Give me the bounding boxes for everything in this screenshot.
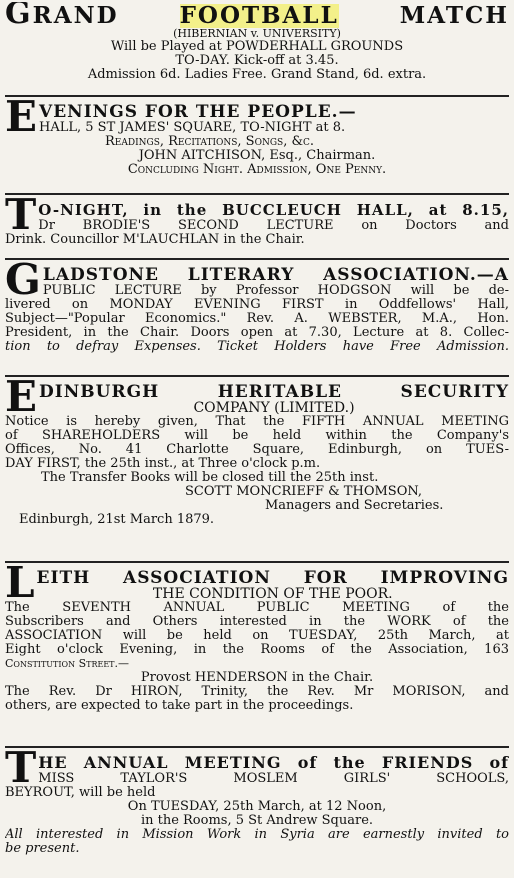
gladstone-line-5: tion to defray Expenses. Ticket Holders have Free Admission.: [5, 339, 509, 354]
leith-line-5: Constitution Street.—: [5, 657, 129, 670]
gladstone-title: LADSTONE LITERARY ASSOCIATION.—A: [42, 265, 509, 285]
taylor-line-3: On TUESDAY, 25th March, at 12 Noon,: [127, 799, 387, 814]
taylor-line-5: All interested in Mission Work in Syria are earnestly invited to: [5, 827, 509, 842]
gladstone-line-4: President, in the Chair. Doors open at 7.30, Lecture at 8. Collec-: [5, 325, 509, 340]
edinburgh-title: DINBURGH HERITABLE SECURITY: [39, 382, 509, 402]
leith-line-2: Subscribers and Others interested in the WORK of the: [5, 614, 509, 629]
leith-line-7: The Rev. Dr HIRON, Trinity, the Rev. Mr MORISON, and: [5, 684, 509, 699]
divider: [5, 258, 509, 260]
evenings-admission: Concluding Night. Admission, One Penny.: [127, 162, 387, 177]
taylor-line-1: MISS TAYLOR'S MOSLEM GIRLS' SCHOOLS,: [38, 771, 509, 786]
edinburgh-signatories: SCOTT MONCRIEFF & THOMSON,: [185, 484, 423, 499]
drop-cap: L: [5, 565, 35, 607]
drop-cap: T: [5, 750, 37, 792]
football-teams: (HIBERNIAN v. UNIVERSITY): [173, 27, 341, 40]
divider: [5, 375, 509, 377]
newspaper-column: [5, 2, 509, 874]
football-admission: Admission 6d. Ladies Free. Grand Stand, 6d. extra.: [87, 67, 427, 82]
leith-line-4: Eight o'clock Evening, in the Rooms of the Association, 163: [5, 642, 509, 657]
edinburgh-company: COMPANY (LIMITED.): [193, 400, 355, 416]
edinburgh-line-3: Offices, No. 41 Charlotte Square, Edinburgh, on TUES-: [5, 442, 509, 457]
evenings-programme: Readings, Recitations, Songs, &c.: [105, 134, 315, 149]
evenings-title: VENINGS FOR THE PEOPLE.—: [39, 102, 357, 122]
taylor-line-2: BEYROUT, will be held: [5, 785, 156, 800]
evenings-hall: HALL, 5 ST JAMES' SQUARE, TO-NIGHT at 8.: [39, 120, 346, 135]
drop-cap: G: [5, 2, 33, 31]
edinburgh-line-1: Notice is hereby given, That the FIFTH ANNUAL MEETING: [5, 414, 509, 429]
leith-line-1: The SEVENTH ANNUAL PUBLIC MEETING of the: [5, 600, 509, 615]
football-title-grand: RAND: [32, 2, 119, 29]
edinburgh-heritable-ad: [5, 379, 509, 558]
taylor-schools-ad: [5, 750, 509, 872]
taylor-title: HE ANNUAL MEETING of the FRIENDS of: [38, 753, 509, 772]
drop-cap: G: [5, 262, 41, 304]
taylor-line-6: be present.: [5, 841, 80, 856]
taylor-line-4: in the Rooms, 5 St Andrew Square.: [140, 813, 374, 828]
evenings-ad: [5, 99, 509, 190]
leith-title: EITH ASSOCIATION FOR IMPROVING: [36, 568, 509, 588]
divider: [5, 95, 509, 97]
buccleuch-line-2: Dr BRODIE'S SECOND LECTURE on Doctors and: [38, 218, 509, 233]
football-match-ad: [5, 2, 509, 92]
buccleuch-line-1: O-NIGHT, in the BUCCLEUCH HALL, at 8.15,: [38, 201, 509, 219]
leith-association-ad: [5, 565, 509, 743]
edinburgh-line-2: of SHAREHOLDERS will be held within the Company's: [5, 428, 509, 443]
buccleuch-line-3: Drink. Councillor M'LAUCHLAN in the Chair.: [5, 232, 305, 247]
edinburgh-line-4: DAY FIRST, the 25th inst., at Three o'clock p.m.: [5, 456, 321, 471]
edinburgh-date: Edinburgh, 21st March 1879.: [19, 512, 215, 527]
divider: [5, 561, 509, 563]
evenings-chairman: JOHN AITCHISON, Esq., Chairman.: [138, 148, 376, 163]
drop-cap: T: [5, 197, 37, 239]
drop-cap: E: [5, 99, 38, 141]
leith-line-8: others, are expected to take part in the proceedings.: [5, 698, 354, 713]
gladstone-line-3: Subject—"Popular Economics." Rev. A. WEBSTER, M.A., Hon.: [5, 311, 509, 326]
leith-line-3: ASSOCIATION will be held on TUESDAY, 25th March, at: [5, 628, 509, 643]
football-title-highlight: FOOTBALL: [179, 2, 339, 29]
football-venue: Will be Played at POWDERHALL GROUNDS: [110, 39, 404, 54]
football-title-match: MATCH: [399, 2, 509, 29]
divider: [5, 746, 509, 748]
gladstone-line-2: livered on MONDAY EVENING FIRST in Oddfellows' Hall,: [5, 297, 509, 312]
gladstone-ad: [5, 262, 509, 372]
football-title: [5, 2, 509, 31]
leith-chair: Provost HENDERSON in the Chair.: [140, 670, 374, 685]
edinburgh-role: Managers and Secretaries.: [265, 498, 444, 513]
gladstone-line-1: PUBLIC LECTURE by Professor HODGSON will be de-: [42, 283, 509, 298]
football-time: TO-DAY. Kick-off at 3.45.: [175, 53, 339, 68]
drop-cap: E: [5, 379, 38, 421]
buccleuch-ad: [5, 197, 509, 255]
divider: [5, 193, 509, 195]
edinburgh-line-5: The Transfer Books will be closed till the 25th inst.: [41, 470, 379, 485]
leith-subtitle: THE CONDITION OF THE POOR.: [152, 586, 393, 602]
